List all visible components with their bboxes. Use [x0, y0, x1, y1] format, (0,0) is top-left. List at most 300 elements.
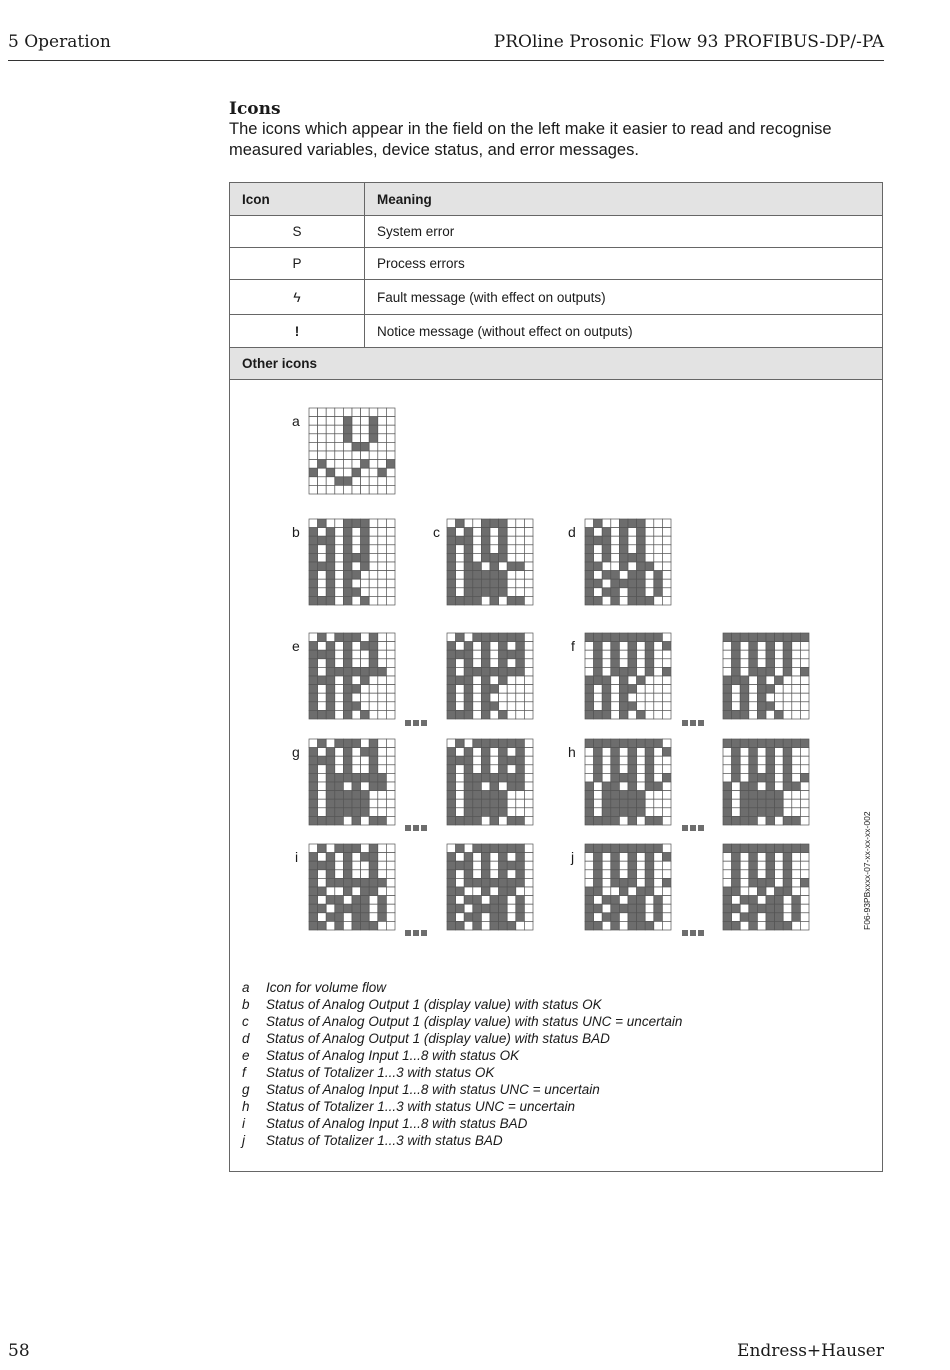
matrix-pixel: [473, 887, 482, 896]
matrix-pixel: [352, 756, 361, 765]
matrix-pixel: [524, 853, 533, 862]
matrix-pixel: [473, 844, 482, 853]
matrix-pixel: [378, 782, 387, 791]
matrix-pixel: [369, 693, 378, 702]
matrix-pixel: [628, 791, 637, 800]
matrix-pixel: [611, 904, 620, 913]
matrix-pixel: [369, 896, 378, 905]
matrix-pixel: [775, 904, 784, 913]
matrix-pixel: [792, 921, 801, 930]
matrix-pixel: [516, 667, 525, 676]
matrix-pixel: [783, 710, 792, 719]
matrix-pixel: [800, 799, 809, 808]
matrix-pixel: [524, 553, 533, 562]
matrix-pixel: [369, 861, 378, 870]
matrix-pixel: [473, 642, 482, 651]
matrix-pixel: [378, 808, 387, 817]
matrix-pixel: [619, 913, 628, 922]
matrix-pixel: [361, 685, 370, 694]
matrix-pixel: [645, 545, 654, 554]
matrix-pixel: [732, 685, 741, 694]
matrix-pixel: [309, 896, 318, 905]
matrix-pixel: [732, 650, 741, 659]
matrix-pixel: [352, 434, 361, 443]
matrix-pixel: [481, 773, 490, 782]
matrix-pixel: [800, 878, 809, 887]
matrix-pixel: [481, 887, 490, 896]
matrix-pixel: [732, 676, 741, 685]
matrix-pixel: [800, 896, 809, 905]
matrix-pixel: [585, 710, 594, 719]
matrix-pixel: [369, 765, 378, 774]
matrix-pixel: [481, 808, 490, 817]
matrix-pixel: [619, 765, 628, 774]
matrix-pixel: [602, 693, 611, 702]
matrix-pixel: [318, 667, 327, 676]
matrix-pixel: [619, 739, 628, 748]
matrix-pixel: [524, 667, 533, 676]
matrix-pixel: [456, 870, 465, 879]
matrix-pixel: [361, 816, 370, 825]
matrix-pixel: [352, 710, 361, 719]
matrix-pixel: [447, 667, 456, 676]
matrix-pixel: [386, 808, 395, 817]
matrix-pixel: [585, 659, 594, 668]
matrix-pixel: [628, 904, 637, 913]
matrix-pixel: [594, 571, 603, 580]
matrix-pixel: [369, 870, 378, 879]
matrix-pixel: [654, 659, 663, 668]
matrix-pixel: [490, 536, 499, 545]
matrix-pixel: [783, 739, 792, 748]
matrix-pixel: [628, 650, 637, 659]
matrix-pixel: [369, 739, 378, 748]
matrix-pixel: [361, 739, 370, 748]
matrix-pixel: [645, 553, 654, 562]
matrix-pixel: [378, 773, 387, 782]
matrix-pixel: [507, 579, 516, 588]
matrix-pixel: [361, 791, 370, 800]
matrix-pixel: [326, 545, 335, 554]
matrix-pixel: [309, 588, 318, 597]
matrix-pixel: [757, 816, 766, 825]
matrix-pixel: [740, 693, 749, 702]
matrix-pixel: [361, 417, 370, 426]
matrix-pixel: [637, 913, 646, 922]
matrix-pixel: [602, 596, 611, 605]
matrix-pixel: [757, 791, 766, 800]
matrix-pixel: [447, 545, 456, 554]
matrix-pixel: [516, 887, 525, 896]
matrix-pixel: [369, 844, 378, 853]
matrix-pixel: [732, 799, 741, 808]
matrix-pixel: [792, 659, 801, 668]
matrix-pixel: [490, 571, 499, 580]
matrix-pixel: [378, 887, 387, 896]
matrix-pixel: [775, 791, 784, 800]
matrix-pixel: [602, 650, 611, 659]
matrix-pixel: [318, 545, 327, 554]
matrix-pixel: [456, 536, 465, 545]
matrix-pixel: [326, 579, 335, 588]
matrix-pixel: [335, 782, 344, 791]
matrix-pixel: [335, 878, 344, 887]
icon-label-h: h: [568, 744, 576, 760]
matrix-pixel: [361, 799, 370, 808]
matrix-pixel: [749, 685, 758, 694]
matrix-pixel: [361, 861, 370, 870]
matrix-pixel: [800, 887, 809, 896]
matrix-pixel: [318, 562, 327, 571]
matrix-pixel: [343, 553, 352, 562]
matrix-pixel: [723, 676, 732, 685]
matrix-pixel: [361, 710, 370, 719]
matrix-pixel: [456, 773, 465, 782]
matrix-pixel: [326, 773, 335, 782]
matrix-pixel: [757, 748, 766, 757]
matrix-pixel: [309, 853, 318, 862]
matrix-pixel: [309, 485, 318, 494]
matrix-pixel: [369, 536, 378, 545]
matrix-pixel: [602, 765, 611, 774]
matrix-pixel: [378, 571, 387, 580]
matrix-pixel: [740, 853, 749, 862]
matrix-pixel: [352, 425, 361, 434]
matrix-pixel: [456, 562, 465, 571]
matrix-pixel: [749, 921, 758, 930]
matrix-pixel: [499, 528, 508, 537]
matrix-pixel: [611, 844, 620, 853]
matrix-pixel: [473, 676, 482, 685]
matrix-pixel: [378, 562, 387, 571]
matrix-pixel: [524, 659, 533, 668]
matrix-pixel: [378, 702, 387, 711]
matrix-pixel: [473, 633, 482, 642]
matrix-pixel: [645, 562, 654, 571]
matrix-pixel: [481, 870, 490, 879]
matrix-pixel: [490, 853, 499, 862]
matrix-pixel: [516, 782, 525, 791]
matrix-pixel: [654, 878, 663, 887]
matrix-pixel: [766, 650, 775, 659]
matrix-pixel: [619, 685, 628, 694]
matrix-pixel: [481, 596, 490, 605]
matrix-pixel: [749, 913, 758, 922]
matrix-pixel: [473, 878, 482, 887]
matrix-pixel: [619, 571, 628, 580]
matrix-pixel: [619, 553, 628, 562]
matrix-pixel: [318, 579, 327, 588]
matrix-pixel: [447, 642, 456, 651]
matrix-pixel: [524, 519, 533, 528]
matrix-pixel: [447, 676, 456, 685]
matrix-pixel: [524, 808, 533, 817]
matrix-pixel: [516, 659, 525, 668]
matrix-pixel: [369, 562, 378, 571]
matrix-pixel: [499, 633, 508, 642]
matrix-pixel: [473, 588, 482, 597]
matrix-pixel: [326, 571, 335, 580]
matrix-pixel: [594, 579, 603, 588]
matrix-pixel: [628, 799, 637, 808]
matrix-pixel: [447, 739, 456, 748]
matrix-pixel: [464, 816, 473, 825]
matrix-pixel: [386, 693, 395, 702]
matrix-pixel: [318, 791, 327, 800]
matrix-pixel: [628, 676, 637, 685]
matrix-pixel: [335, 460, 344, 469]
matrix-pixel: [637, 887, 646, 896]
matrix-pixel: [369, 816, 378, 825]
matrix-pixel: [723, 748, 732, 757]
matrix-pixel: [749, 633, 758, 642]
matrix-pixel: [662, 667, 671, 676]
matrix-pixel: [594, 519, 603, 528]
matrix-pixel: [499, 844, 508, 853]
matrix-pixel: [343, 791, 352, 800]
matrix-pixel: [507, 739, 516, 748]
matrix-pixel: [335, 545, 344, 554]
matrix-pixel: [594, 844, 603, 853]
matrix-pixel: [318, 477, 327, 486]
matrix-pixel: [507, 659, 516, 668]
matrix-pixel: [766, 748, 775, 757]
matrix-pixel: [309, 693, 318, 702]
matrix-pixel: [507, 765, 516, 774]
matrix-pixel: [473, 528, 482, 537]
matrix-pixel: [456, 685, 465, 694]
matrix-pixel: [309, 460, 318, 469]
matrix-pixel: [343, 799, 352, 808]
matrix-pixel: [783, 685, 792, 694]
matrix-pixel: [619, 667, 628, 676]
matrix-pixel: [490, 765, 499, 774]
matrix-pixel: [343, 425, 352, 434]
matrix-pixel: [654, 808, 663, 817]
matrix-pixel: [369, 710, 378, 719]
matrix-pixel: [464, 588, 473, 597]
matrix-pixel: [318, 460, 327, 469]
matrix-pixel: [386, 588, 395, 597]
matrix-pixel: [343, 710, 352, 719]
matrix-pixel: [499, 588, 508, 597]
matrix-pixel: [378, 904, 387, 913]
matrix-pixel: [309, 676, 318, 685]
matrix-pixel: [602, 896, 611, 905]
matrix-pixel: [309, 765, 318, 774]
matrix-pixel: [654, 739, 663, 748]
matrix-pixel: [473, 693, 482, 702]
matrix-pixel: [602, 710, 611, 719]
matrix-pixel: [628, 861, 637, 870]
matrix-pixel: [456, 702, 465, 711]
ai1-unc-icon: [309, 739, 396, 826]
matrix-pixel: [800, 773, 809, 782]
matrix-pixel: [361, 921, 370, 930]
matrix-pixel: [490, 676, 499, 685]
matrix-pixel: [637, 545, 646, 554]
matrix-pixel: [481, 913, 490, 922]
matrix-pixel: [386, 791, 395, 800]
matrix-pixel: [318, 756, 327, 765]
matrix-pixel: [516, 904, 525, 913]
matrix-pixel: [766, 659, 775, 668]
matrix-pixel: [464, 693, 473, 702]
matrix-pixel: [369, 408, 378, 417]
matrix-pixel: [335, 853, 344, 862]
icon-label-d: d: [568, 524, 576, 540]
matrix-pixel: [757, 693, 766, 702]
matrix-pixel: [352, 579, 361, 588]
matrix-pixel: [456, 650, 465, 659]
matrix-pixel: [352, 913, 361, 922]
matrix-pixel: [335, 485, 344, 494]
matrix-pixel: [628, 633, 637, 642]
matrix-pixel: [645, 659, 654, 668]
matrix-pixel: [792, 642, 801, 651]
matrix-pixel: [369, 528, 378, 537]
matrix-pixel: [318, 878, 327, 887]
matrix-pixel: [792, 773, 801, 782]
matrix-pixel: [628, 528, 637, 537]
matrix-pixel: [740, 676, 749, 685]
matrix-pixel: [585, 853, 594, 862]
matrix-pixel: [524, 588, 533, 597]
matrix-pixel: [464, 596, 473, 605]
matrix-pixel: [619, 633, 628, 642]
ellipsis-dots: [682, 818, 706, 836]
matrix-pixel: [352, 816, 361, 825]
matrix-pixel: [654, 571, 663, 580]
matrix-pixel: [343, 588, 352, 597]
section-intro: The icons which appear in the field on the left make it easier to read and recognise measured variables, device status, and error messages.: [229, 120, 832, 159]
matrix-pixel: [662, 816, 671, 825]
matrix-pixel: [352, 765, 361, 774]
matrix-pixel: [654, 702, 663, 711]
matrix-pixel: [611, 782, 620, 791]
matrix-pixel: [585, 799, 594, 808]
matrix-pixel: [378, 799, 387, 808]
tot3-unc-icon: [723, 739, 810, 826]
matrix-pixel: [318, 536, 327, 545]
matrix-pixel: [628, 562, 637, 571]
matrix-pixel: [645, 519, 654, 528]
matrix-pixel: [524, 545, 533, 554]
matrix-pixel: [766, 642, 775, 651]
matrix-pixel: [585, 904, 594, 913]
matrix-pixel: [628, 536, 637, 545]
matrix-pixel: [326, 685, 335, 694]
matrix-pixel: [602, 536, 611, 545]
matrix-pixel: [602, 878, 611, 887]
matrix-pixel: [490, 633, 499, 642]
matrix-pixel: [335, 659, 344, 668]
matrix-pixel: [378, 765, 387, 774]
matrix-pixel: [594, 739, 603, 748]
matrix-pixel: [775, 765, 784, 774]
matrix-pixel: [662, 896, 671, 905]
matrix-pixel: [619, 702, 628, 711]
matrix-pixel: [766, 685, 775, 694]
matrix-pixel: [456, 791, 465, 800]
matrix-pixel: [611, 791, 620, 800]
matrix-pixel: [516, 844, 525, 853]
matrix-pixel: [456, 896, 465, 905]
matrix-pixel: [766, 816, 775, 825]
matrix-pixel: [654, 921, 663, 930]
matrix-pixel: [326, 693, 335, 702]
matrix-pixel: [335, 861, 344, 870]
icon-label-b: b: [292, 524, 300, 540]
matrix-pixel: [335, 913, 344, 922]
matrix-pixel: [318, 425, 327, 434]
matrix-pixel: [378, 650, 387, 659]
matrix-pixel: [473, 667, 482, 676]
matrix-pixel: [464, 791, 473, 800]
matrix-pixel: [309, 710, 318, 719]
matrix-pixel: [662, 861, 671, 870]
matrix-pixel: [749, 693, 758, 702]
matrix-pixel: [662, 693, 671, 702]
matrix-pixel: [473, 791, 482, 800]
matrix-pixel: [594, 799, 603, 808]
matrix-pixel: [499, 904, 508, 913]
matrix-pixel: [757, 633, 766, 642]
matrix-pixel: [499, 571, 508, 580]
matrix-pixel: [490, 808, 499, 817]
ao-unc-icon: [447, 519, 534, 606]
matrix-pixel: [594, 659, 603, 668]
matrix-pixel: [594, 913, 603, 922]
matrix-pixel: [464, 579, 473, 588]
matrix-pixel: [326, 434, 335, 443]
matrix-pixel: [335, 408, 344, 417]
matrix-pixel: [732, 748, 741, 757]
matrix-pixel: [507, 596, 516, 605]
matrix-pixel: [516, 913, 525, 922]
matrix-pixel: [516, 562, 525, 571]
matrix-pixel: [447, 650, 456, 659]
matrix-pixel: [645, 887, 654, 896]
matrix-pixel: [335, 765, 344, 774]
matrix-pixel: [645, 650, 654, 659]
matrix-pixel: [378, 528, 387, 537]
matrix-pixel: [386, 710, 395, 719]
matrix-pixel: [361, 596, 370, 605]
matrix-pixel: [352, 528, 361, 537]
matrix-pixel: [637, 904, 646, 913]
matrix-pixel: [490, 799, 499, 808]
matrix-pixel: [335, 667, 344, 676]
matrix-pixel: [594, 676, 603, 685]
matrix-pixel: [516, 528, 525, 537]
matrix-pixel: [369, 667, 378, 676]
matrix-pixel: [361, 782, 370, 791]
matrix-pixel: [619, 710, 628, 719]
matrix-pixel: [757, 870, 766, 879]
matrix-pixel: [499, 808, 508, 817]
matrix-pixel: [602, 519, 611, 528]
matrix-pixel: [318, 904, 327, 913]
matrix-pixel: [473, 870, 482, 879]
matrix-pixel: [490, 816, 499, 825]
matrix-pixel: [447, 710, 456, 719]
matrix-pixel: [645, 528, 654, 537]
matrix-pixel: [783, 676, 792, 685]
matrix-pixel: [637, 588, 646, 597]
matrix-pixel: [481, 921, 490, 930]
matrix-pixel: [645, 896, 654, 905]
